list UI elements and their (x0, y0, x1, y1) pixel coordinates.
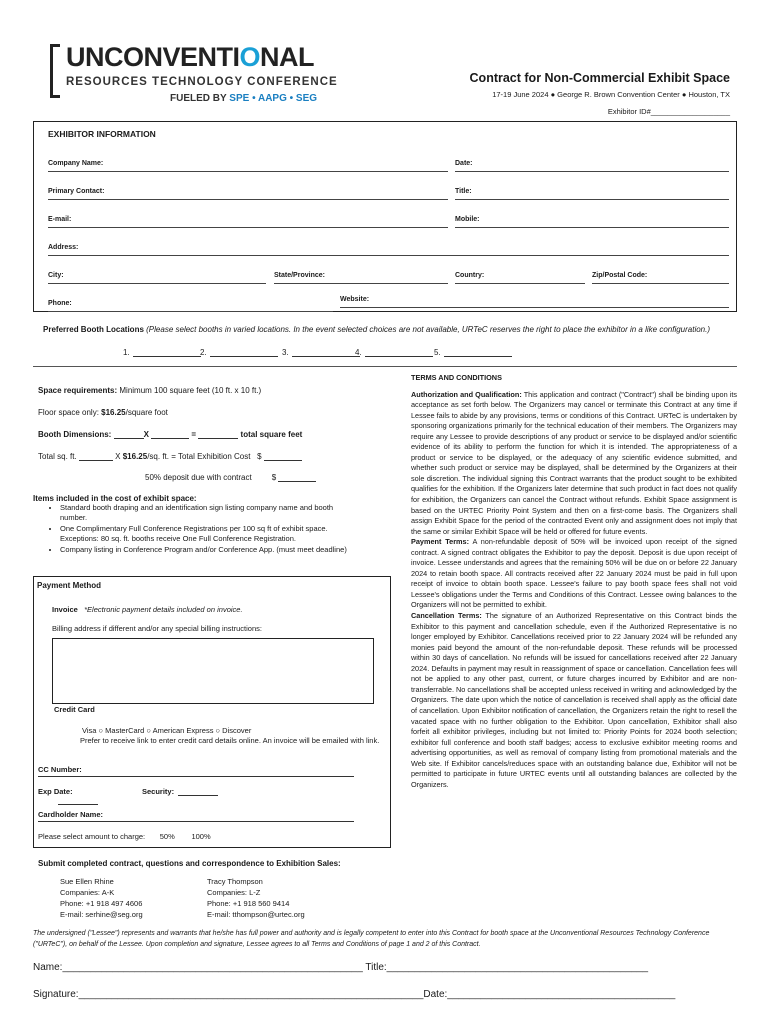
invoice-option[interactable]: Invoice *Electronic payment details included on invoice. (52, 605, 243, 614)
charge-50-option[interactable]: 50% (159, 832, 175, 841)
logo-bracket (50, 44, 60, 98)
contact-sue-ellen: Sue Ellen Rhine Companies: A-K Phone: +1 918 497 4606 E-mail: serhine@seg.org (60, 877, 143, 919)
terms-authorization: Authorization and Qualification: This application and contract ("Contract") shall be binding upon its acceptance as set forth below. The Organizers may cancel or terminate this Contract at any time if Lessee fails to abide by any provisions, terms or conditions of this Contract. URTeC is undertaken by sponsoring organizations primarily for the technical education of their members. The Organizers may require any Lessee to provide descriptions of any product or service to be displayed and/or scientific evidence of its ability to perform the function for which it is intended. The appropriateness of a product or service to be displayed, or the adequacy of any scientific evidence submitted, and whether such product or service may be displayed, shall be determined by the Organizers at their sole discretion. The individual signing this Contract warrants that the product sought to be exhibited qualifies for the exhibition. If the Organizers later determine that such product in fact does not qualify for exhibition, the Organizers can cancel the Contract without refunds. Exhibit Space assignment is based on the URTEC Priority Point System and then on a first-come basis. The Organizers shall assign Exhibit Space for the period of the contracted Event only and assignment does not imply that the same or similar Exhibit Space will be held or offered for future events. (411, 389, 737, 536)
exhibitor-info-section (33, 121, 737, 312)
company-name-field[interactable]: Company Name: (48, 160, 448, 172)
booth-choice-3[interactable]: 3. (282, 348, 360, 357)
billing-instructions-box[interactable] (52, 638, 374, 704)
logo-wordmark (66, 42, 314, 73)
items-list (50, 503, 350, 556)
country-field[interactable]: Country: (455, 272, 585, 284)
credit-card-option[interactable]: Credit Card (54, 705, 95, 714)
preferred-booth-text (43, 324, 733, 335)
email-field[interactable]: E-mail: (48, 216, 448, 228)
list-item: • One Complimentary Full Conference Registrations per 100 sq ft of exhibit space. Exceptions: 80 sq. ft. booths receive One Full Conference Registration. (60, 524, 350, 544)
signature-date-line[interactable]: Signature:______________________________________________________________Date:_________________________________________ (33, 989, 676, 1000)
name-title-line[interactable]: Name:______________________________________________________ Title:_______________________________________________ (33, 962, 649, 973)
primary-contact-field[interactable]: Primary Contact: (48, 188, 448, 200)
booth-choice-5[interactable]: 5. (434, 348, 512, 357)
preferred-booth-note: (Please select booths in varied locations. In the event selected choices are not available, URTeC reserves the right to place the exhibitor in a like configuration.) (146, 325, 711, 334)
conference-logo (50, 40, 340, 110)
charge-100-option[interactable]: 100% (191, 832, 211, 841)
booth-choice-4[interactable]: 4. (355, 348, 433, 357)
event-details: 17-19 June 2024 ● George R. Brown Convention Center ● Houston, TX (492, 90, 730, 99)
cc-number-field[interactable]: CC Number: (38, 765, 354, 777)
security-field[interactable]: Security: (142, 787, 232, 800)
date-field[interactable]: Date: (455, 160, 729, 172)
cardholder-name-field[interactable]: Cardholder Name: (38, 810, 354, 822)
space-requirements: Space requirements: Minimum 100 square feet (10 ft. x 10 ft.) (38, 386, 262, 395)
logo-word2: NAL (260, 42, 315, 72)
floor-space-price: Floor space only: $16.25/square foot (38, 408, 168, 417)
payment-method-section (33, 576, 391, 848)
submit-heading: Submit completed contract, questions and correspondence to Exhibition Sales: (38, 859, 341, 868)
terms-cancellation: Cancellation Terms: The signature of an Authorized Representative on this Contract binds the Exhibitor to this payment and cancellation schedule, even if the Authorized Representative is no longer employed by Exhibitor. Cancellations received prior to 22 January 2024 will be refunded any monies paid beyond the amount of the non-refundable deposit. These refunds will be processed within 30 days of cancellation. No refunds will be issued for cancellations received after 22 January 2024. Defaults in payment may result in reassignment of space or cancellation. Cancellation fees will not be applied to any other past, current, or future charges incurred by Exhibitor and are non-transferrable. No cancellations shall be accepted unless received in writing and acknowledged by the Organizers. The date upon which the notice of cancellation is received shall apply as the official date of cancellation. Upon Exhibitor notification of cancellation, the Organizers retain the right to resell the vacated space with no further obligation to the Exhibitor. Upon cancellation, Exhibitor shall also forfeit all exhibitor privileges, including but not limited to: Priority Points for 2024 booth selection; exhibitor full conference and booth staff badges; access to exclusive exhibitor meeting rooms and advertising opportunities, as well as removal of company listing from promotional materials and the Web site. If Exhibitor cancels/reduces space with an outstanding balance due, Exhibitor will not be permitted to participate in future URTEC events until all outstanding balances are collected by the Organizers. (411, 611, 737, 789)
exhibitor-id-field[interactable]: Exhibitor ID#___________________ (607, 107, 730, 116)
logo-partners: SPE • AAPG • SEG (229, 93, 318, 104)
exhibitor-info-heading: EXHIBITOR INFORMATION (48, 129, 156, 139)
payment-heading: Payment Method (37, 581, 102, 590)
contract-title: Contract for Non-Commercial Exhibit Space (469, 71, 730, 85)
website-field[interactable]: Website: (340, 296, 729, 308)
phone-field[interactable]: Phone: (48, 300, 333, 312)
email-link[interactable]: E-mail: tthompson@urtec.org (207, 910, 305, 919)
mobile-field[interactable]: Mobile: (455, 216, 729, 228)
contact-tracy: Tracy Thompson Companies: L-Z Phone: +1 918 560 9414 E-mail: tthompson@urtec.org (207, 877, 305, 919)
charge-amount-options[interactable]: Please select amount to charge: 50% 100% (38, 832, 211, 841)
state-field[interactable]: State/Province: (274, 272, 448, 284)
terms-payment: Payment Terms: A non-refundable deposit of 50% will be invoiced upon receipt of the signed contract. A signed contract obligates the Exhibitor to pay the deposit. Deposit is due upon receipt of invoice. Lessee understands and agrees that the remaining 50% will be due on or before 22 January 2024 to retain booth space. All contracts received after 22 January 2024 must be paid in full upon receipt of invoice to obtain booth space. Lessee's failure to pay booth space fees shall not void Lessee's obligations under the Terms and Conditions of this Contract. Lessee owing balances to the Organizers will not be permitted to exhibit. (411, 537, 737, 610)
zip-field[interactable]: Zip/Postal Code: (592, 272, 729, 284)
total-cost-row[interactable]: Total sq. ft. X $16.25/sq. ft. = Total Exhibition Cost $ (38, 452, 302, 461)
city-field[interactable]: City: (48, 272, 266, 284)
prefer-link-option[interactable]: Prefer to receive link to enter credit card details online. An invoice will be emailed with link. (80, 736, 380, 745)
list-item: • Standard booth draping and an identification sign listing company name and booth number. (60, 503, 350, 523)
address-field[interactable]: Address: (48, 244, 729, 256)
logo-fueled: FUELED BY SPE • AAPG • SEG (170, 93, 318, 104)
billing-label: Billing address if different and/or any special billing instructions: (52, 624, 262, 633)
booth-dimensions-row[interactable]: Booth Dimensions: X = total square feet (38, 430, 303, 439)
terms-heading: TERMS AND CONDITIONS (411, 373, 502, 382)
logo-word1: UNCONVENTI (66, 42, 240, 72)
preferred-booth-label: Preferred Booth Locations (43, 325, 144, 334)
section-divider (33, 366, 737, 367)
items-heading: Items included in the cost of exhibit space: (33, 494, 197, 503)
logo-subtitle: RESOURCES TECHNOLOGY CONFERENCE (66, 76, 338, 88)
card-type-options[interactable]: Visa ○ MasterCard ○ American Express ○ Discover (82, 726, 252, 735)
title-field[interactable]: Title: (455, 188, 729, 200)
booth-choice-2[interactable]: 2. (200, 348, 278, 357)
exp-date-field[interactable]: Exp Date: (38, 787, 126, 800)
list-item: • Company listing in Conference Program and/or Conference App. (must meet deadline) (60, 545, 350, 555)
undersigned-statement: The undersigned ("Lessee") represents and warrants that he/she has full power and authority and is legally competent to enter into this Contract for booth space at the Unconventional Resources Technology Conference ("URTeC"), on behalf of the Lessee. Upon completion and signature, Lessee agrees to all Terms and Conditions of page 1 and 2 of this Contract. (33, 930, 710, 948)
terms-and-conditions (411, 373, 737, 790)
deposit-row[interactable]: 50% deposit due with contract $ (145, 473, 316, 482)
logo-drop: O (239, 42, 261, 72)
email-link[interactable]: E-mail: serhine@seg.org (60, 910, 143, 919)
booth-choice-1[interactable]: 1. (123, 348, 201, 357)
